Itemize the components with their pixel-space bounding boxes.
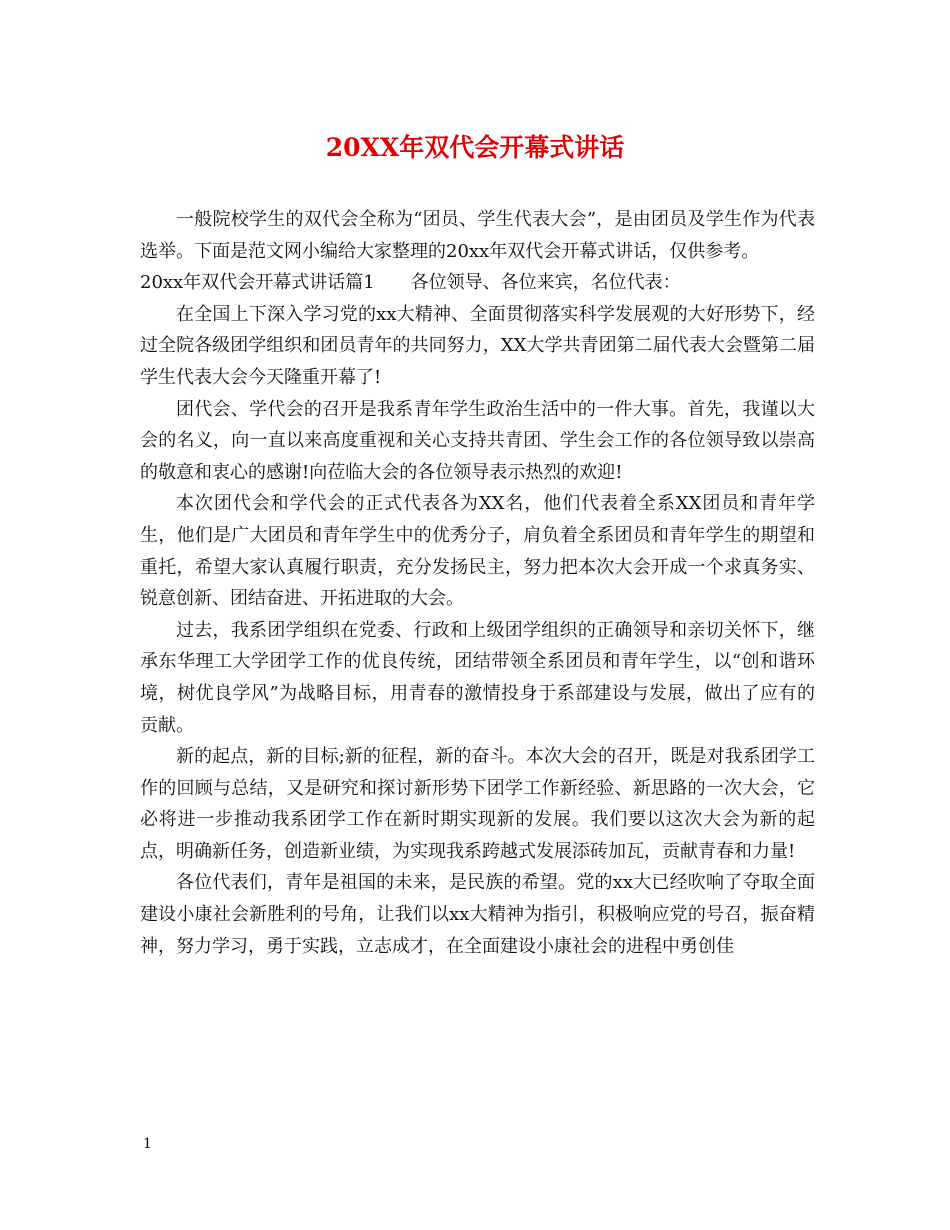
paragraph-delegates: 本次团代会和学代会的正式代表各为XX名，他们代表着全系XX团员和青年学生，他们是广大团员和青年学生中的优秀分子，肩负着全系团员和青年学生的期望和重托，希望大家认真履行职责，充分发扬民主，努力把本次大会开成一个求真务实、锐意创新、团结奋进、开拓进取的大会。 — [140, 493, 815, 610]
paragraph-new-start: 新的起点，新的目标;新的征程，新的奋斗。本次大会的召开，既是对我系团学工作的回顾与总结，又是研究和探讨新形势下团学工作新经验、新思路的一次大会，它必将进一步推动我系团学工作在新时期实现新的发展。我们要以这次大会为新的起点，明确新任务，创造新业绩，为实现我系跨越式发展添砖加瓦，贡献青春和力量! — [140, 746, 815, 862]
page-number: 1 — [143, 1136, 152, 1152]
paragraph-intro: 一般院校学生的双代会全称为“团员、学生代表大会”，是由团员及学生作为代表选举。下面是范文网小编给大家整理的20xx年双代会开幕式讲话，仅供参考。 — [140, 209, 815, 262]
paragraph-youth: 各位代表们，青年是祖国的未来，是民族的希望。党的xx大已经吹响了夺取全面建设小康社会新胜利的号角，让我们以xx大精神为指引，积极响应党的号召，振奋精神，努力学习，勇于实践，立志成才，在全面建设小康社会的进程中勇创佳 — [140, 872, 815, 957]
paragraph-speech-heading: 20xx年双代会开幕式讲话篇1 各位领导、各位来宾，名位代表： — [140, 272, 681, 294]
document-title: 20XX年双代会开幕式讲话 — [325, 133, 625, 162]
paragraph-thanks: 团代会、学代会的召开是我系青年学生政治生活中的一件大事。首先，我谨以大会的名义，向一直以来高度重视和关心支持共青团、学生会工作的各位领导致以崇高的敬意和衷心的感谢!向莅临大会的各位领导表示热烈的欢迎! — [140, 398, 815, 483]
document-body — [140, 204, 815, 962]
paragraph-opening: 在全国上下深入学习党的xx大精神、全面贯彻落实科学发展观的大好形势下，经过全院各级团学组织和团员青年的共同努力，XX大学共青团第二届代表大会暨第二届学生代表大会今天隆重开幕了! — [140, 303, 815, 388]
paragraph-past: 过去，我系团学组织在党委、行政和上级团学组织的正确领导和亲切关怀下，继承东华理工大学团学工作的优良传统，团结带领全系团员和青年学生，以“创和谐环境，树优良学风”为战略目标，用青春的激情投身于系部建设与发展，做出了应有的贡献。 — [140, 619, 815, 736]
